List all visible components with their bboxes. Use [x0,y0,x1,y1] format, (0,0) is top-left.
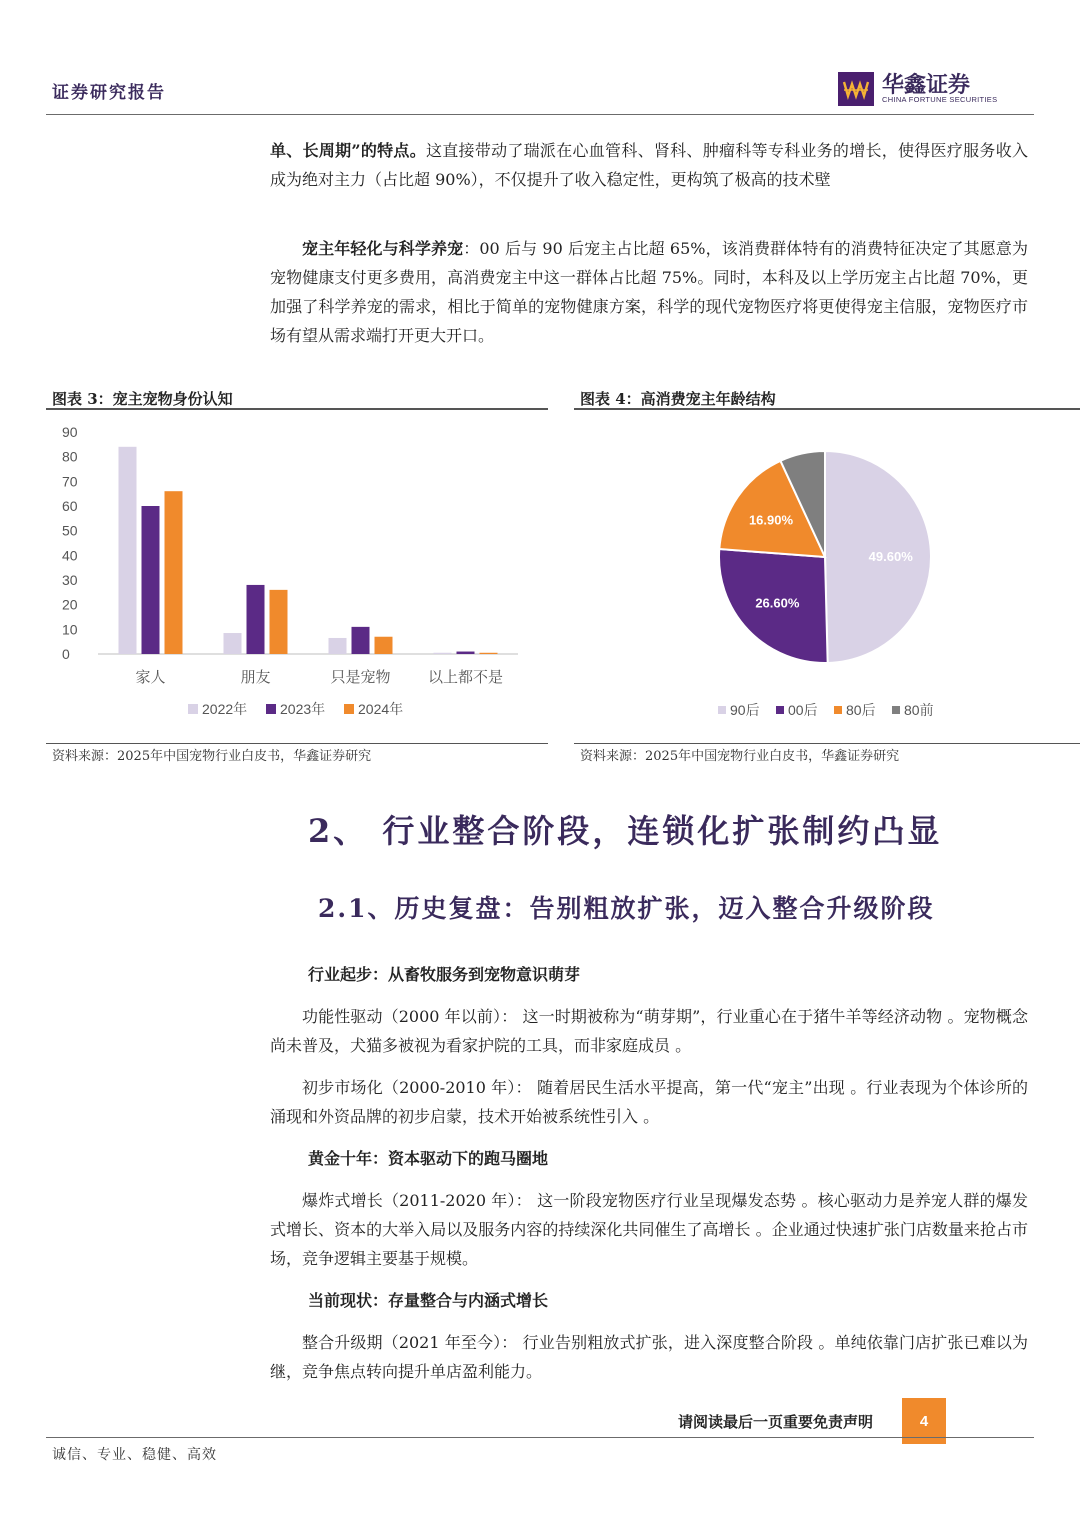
report-type-label: 证券研究报告 [52,83,166,103]
legend-label: 90后 [730,702,760,718]
legend-label: 2024年 [358,701,404,717]
bar-2024年 [165,491,183,654]
y-tick-label: 50 [62,522,78,539]
subhead-golden-decade: 黄金十年：资本驱动下的跑马圈地 [308,1149,549,1168]
pie-data-label: 26.60% [755,595,800,611]
legend-swatch [776,706,784,714]
paragraph-explosive-growth: 爆炸式增长（2011-2020 年）： 这一阶段宠物医疗行业呈现爆发态势 。核心驱动力是养宠人群的爆发式增长、资本的大举入局以及服务内容的持续深化共同催生了高增长 。企业通过快速扩张门店数量来抢占市场，竞争逻辑主要基于规模。 [270,1191,1028,1268]
legend-swatch [266,704,276,714]
logo-english-name: CHINA FORTUNE SECURITIES [882,95,998,104]
paragraph-consolidation: 整合升级期（2021 年至今）： 行业告别粗放式扩张，进入深度整合阶段 。单纯依靠门店扩张已难以为继，竞争焦点转向提升单店盈利能力。 [270,1333,1028,1381]
figure4-title: 图表 4：高消费宠主年龄结构 [580,390,776,408]
legend-label: 80后 [846,702,876,718]
bar-2023年 [352,627,370,654]
y-tick-label: 80 [62,448,78,465]
y-tick-label: 40 [62,547,78,564]
legend-swatch [834,706,842,714]
legend-label: 2023年 [280,701,326,717]
figure4-top-rule [574,408,1080,410]
figure4-source: 资料来源：2025年中国宠物行业白皮书，华鑫证券研究 [580,749,900,764]
figure3-title: 图表 3：宠主宠物身份认知 [52,390,233,408]
figure3-source: 资料来源：2025年中国宠物行业白皮书，华鑫证券研究 [52,749,372,764]
intro-paragraph-2 [270,234,1028,350]
page-number: 4 [902,1398,946,1444]
legend-swatch [718,706,726,714]
bar-2023年 [457,652,475,654]
bar-2022年 [434,653,452,654]
figure3-bottom-rule [46,743,548,744]
intro-p2-bold: 宠主年轻化与科学养宠 [302,239,464,258]
intro-paragraph-1 [270,136,1028,194]
y-tick-label: 10 [62,621,78,638]
pet-identity-bar-chart [46,412,548,740]
intro-p1-bold: 单、长周期”的特点。 [270,141,426,160]
y-tick-label: 30 [62,572,78,588]
owner-age-pie-chart [574,412,1080,740]
x-category-label: 只是宠物 [330,669,391,686]
figure4-bottom-rule [574,743,1080,744]
bar-2023年 [142,506,160,654]
pie-data-label: 16.90% [748,512,794,528]
intro-p1-text: 这直接带动了瑞派在心血管科、肾科、肿瘤科等专科业务的增长，使得医疗服务收入成为绝对主力（占比超 90%），不仅提升了收入稳定性，更构筑了极高的技术壁 [270,141,1028,189]
subhead-current-status: 当前现状：存量整合与内涵式增长 [308,1291,549,1310]
subsection-heading: 2.1、历史复盘：告别粗放扩张，迈入整合升级阶段 [318,894,935,923]
bar-2022年 [224,633,242,654]
bar-2022年 [119,447,137,654]
bar-2023年 [247,585,265,654]
y-tick-label: 90 [62,424,78,440]
x-category-label: 家人 [135,669,166,686]
figure3-top-rule [46,408,548,410]
disclaimer-notice: 请阅读最后一页重要免责声明 [678,1413,874,1431]
paragraph-functional-driven: 功能性驱动（2000 年以前）： 这一时期被称为“萌芽期”，行业重心在于猪牛羊等经济动物 。宠物概念尚未普及，犬猫多被视为看家护院的工具，而非家庭成员 。 [270,1007,1028,1055]
pie-data-label: 49.60% [868,549,913,565]
intro-p2-text: ：00 后与 90 后宠主占比超 65%，该消费群体特有的消费特征决定了其愿意为宠物健康支付更多费用，高消费宠主中这一群体占比超 75%。同时，本科及以上学历宠主占比超 70%，更加强了科学养宠的需求，相比于简单的宠物健康方案，科学的现代宠物医疗将更使得宠主信服，宠物医疗市场有望从需求端打开更大开口。 [270,239,1028,345]
logo-chinese-name: 华鑫证券 [882,73,971,98]
footer-divider [46,1437,1034,1438]
y-tick-label: 60 [62,498,78,514]
bar-2024年 [375,637,393,654]
header-divider [46,114,1034,115]
subhead-industry-start: 行业起步：从畜牧服务到宠物意识萌芽 [308,965,581,984]
logo-mark-icon [838,72,874,106]
footer-motto: 诚信、专业、稳健、高效 [52,1447,217,1463]
paragraph-initial-market: 初步市场化（2000-2010 年）： 随着居民生活水平提高，第一代“宠主”出现 。行业表现为个体诊所的涌现和外资品牌的初步启蒙，技术开始被系统性引入 。 [270,1078,1028,1126]
y-tick-label: 0 [62,646,70,662]
legend-swatch [892,706,900,714]
legend-label: 80前 [904,702,934,718]
legend-label: 2022年 [202,701,248,717]
y-tick-label: 20 [62,596,78,613]
legend-swatch [188,704,198,714]
bar-2022年 [329,638,347,654]
legend-label: 00后 [788,702,818,718]
y-tick-label: 70 [62,473,78,490]
bar-2024年 [270,590,288,654]
bar-2024年 [480,653,498,654]
x-category-label: 以上都不是 [427,669,504,686]
legend-swatch [344,704,354,714]
section-heading: 2、 行业整合阶段，连锁化扩张制约凸显 [308,812,943,850]
x-category-label: 朋友 [240,669,271,686]
